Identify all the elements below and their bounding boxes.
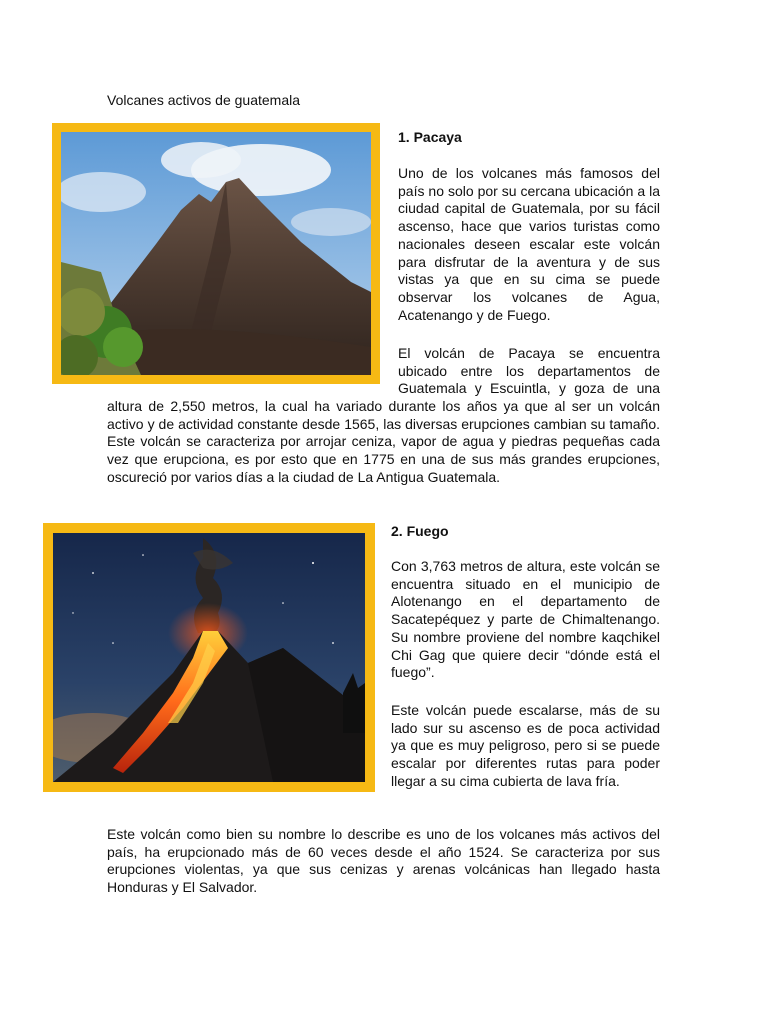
document-title: Volcanes activos de guatemala: [107, 92, 301, 108]
fuego-photo-frame: [43, 523, 375, 792]
fuego-volcano-image: [53, 533, 365, 782]
pacaya-paragraph-1: Uno de los volcanes más famosos del país no solo por su cercana ubicación a la ciudad capital de Guatemala, por su fácil ascenso, hace que varios turistas como nacionales deseen escalar este volcán para disfrutar de la aventura y de sus vistas ya que en su cima se puede observar los volcanes de Agua, Acatenango y de Fuego.: [398, 165, 660, 323]
section-heading-pacaya: 1. Pacaya: [398, 129, 462, 145]
fuego-paragraph-1: Con 3,763 metros de altura, este volcán se encuentra situado en el municipio de Alotenango en el departamento de Sacatepéquez y parte de Chimaltenango. Su nombre proviene del nombre kaqchikel Chi Gag que quiere decir “dónde está el fuego”.: [391, 558, 660, 681]
pacaya-photo-frame: [52, 123, 380, 384]
fuego-paragraph-2: Este volcán puede escalarse, más de su lado sur su ascenso es de poca actividad ya que es muy peligroso, pero si se puede escalar por diferentes rutas para poder llegar a su cima cubierta de lava fría.: [391, 702, 660, 789]
fuego-paragraph-3: Este volcán como bien su nombre lo describe es uno de los volcanes más activos del país, ha erupcionado más de 60 veces desde el año 1524. Se caracteriza por sus erupciones violentas, ya que sus cenizas y arenas volcánicas han llegado hasta Honduras y El Salvador.: [107, 826, 660, 896]
section-heading-fuego: 2. Fuego: [391, 523, 449, 539]
pacaya-paragraph-2-full: altura de 2,550 metros, la cual ha variado durante los años ya que al ser un volcán activo y de actividad constante desde 1565, las diversas erupciones cambian su tamaño. Este volcán se caracteriza por arrojar ceniza, vapor de agua y piedras pequeñas cada vez que erupciona, es por esto que en 1775 en una de sus más grandes erupciones, oscureció por varios días a la ciudad de La Antigua Guatemala.: [107, 398, 660, 485]
pacaya-volcano-image: [61, 132, 371, 375]
pacaya-paragraph-2-side: El volcán de Pacaya se encuentra ubicado entre los departamentos de Guatemala y Escuintla, y goza de una: [398, 345, 660, 397]
